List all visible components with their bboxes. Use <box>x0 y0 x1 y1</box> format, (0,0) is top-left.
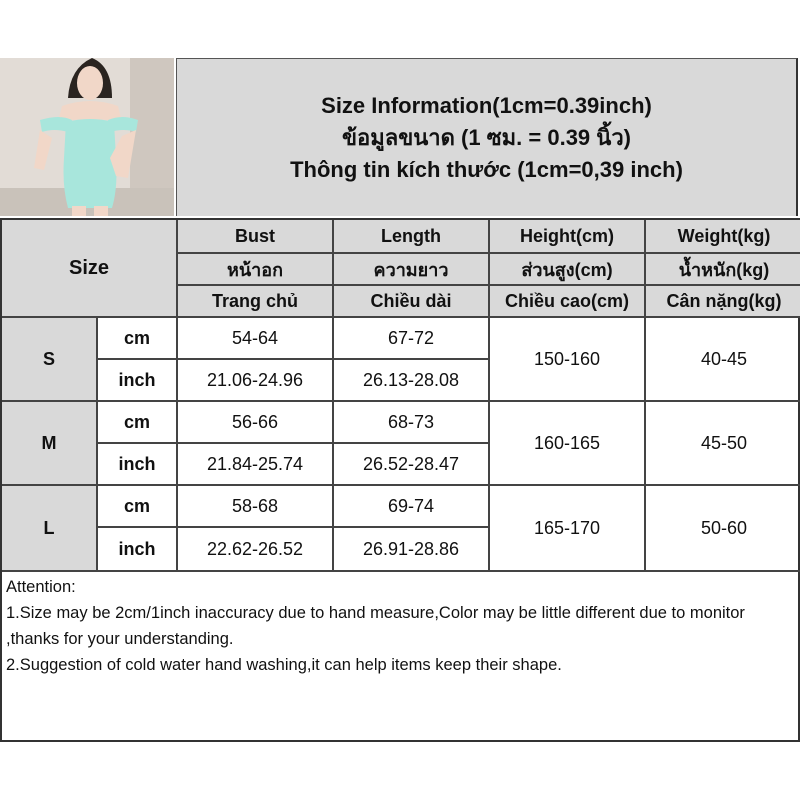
length-cm-value: 69-74 <box>334 486 490 528</box>
weight-value: 40-45 <box>646 318 800 402</box>
height-header-vi: Chiều cao(cm) <box>490 286 646 318</box>
bust-inch-value: 21.84-25.74 <box>178 444 334 486</box>
notes-line-2: 2.Suggestion of cold water hand washing,it can help items keep their shape. <box>6 656 562 674</box>
header-title-th: ข้อมูลขนาด (1 ซม. = 0.39 นิ้ว) <box>341 124 631 150</box>
bust-header-vi: Trang chủ <box>178 286 334 318</box>
product-photo <box>0 58 174 216</box>
bust-inch-value: 21.06-24.96 <box>178 360 334 402</box>
notes-title: Attention: <box>6 578 76 596</box>
weight-header-vi: Cân nặng(kg) <box>646 286 800 318</box>
weight-header-th: น้ำหนัก(kg) <box>646 254 800 286</box>
size-info-header <box>176 58 798 216</box>
unit-inch: inch <box>98 360 178 402</box>
header-title-vi: Thông tin kích thước (1cm=0,39 inch) <box>290 156 683 182</box>
length-cm-value: 68-73 <box>334 402 490 444</box>
header-title-en: Size Information(1cm=0.39inch) <box>321 92 652 118</box>
height-header-en: Height(cm) <box>490 220 646 254</box>
unit-inch: inch <box>98 528 178 572</box>
length-cm-value: 67-72 <box>334 318 490 360</box>
length-header-en: Length <box>334 220 490 254</box>
height-header-th: ส่วนสูง(cm) <box>490 254 646 286</box>
height-value: 165-170 <box>490 486 646 572</box>
attention-notes <box>0 572 800 742</box>
length-header-vi: Chiều dài <box>334 286 490 318</box>
bust-cm-value: 58-68 <box>178 486 334 528</box>
bust-header-th: หน้าอก <box>178 254 334 286</box>
height-value: 150-160 <box>490 318 646 402</box>
weight-value: 45-50 <box>646 402 800 486</box>
weight-header-en: Weight(kg) <box>646 220 800 254</box>
bust-cm-value: 56-66 <box>178 402 334 444</box>
size-label-s: S <box>2 318 98 402</box>
bust-cm-value: 54-64 <box>178 318 334 360</box>
height-value: 160-165 <box>490 402 646 486</box>
bust-header-en: Bust <box>178 220 334 254</box>
unit-inch: inch <box>98 444 178 486</box>
weight-value: 50-60 <box>646 486 800 572</box>
length-inch-value: 26.91-28.86 <box>334 528 490 572</box>
length-header-th: ความยาว <box>334 254 490 286</box>
size-label-l: L <box>2 486 98 572</box>
length-inch-value: 26.52-28.47 <box>334 444 490 486</box>
model-illustration <box>0 58 174 216</box>
size-column-header: Size <box>2 220 178 318</box>
size-label-m: M <box>2 402 98 486</box>
length-inch-value: 26.13-28.08 <box>334 360 490 402</box>
unit-cm: cm <box>98 318 178 360</box>
bust-inch-value: 22.62-26.52 <box>178 528 334 572</box>
notes-line-1: 1.Size may be 2cm/1inch inaccuracy due to hand measure,Color may be little different due to monitor ,thanks for your understanding. <box>6 604 745 648</box>
unit-cm: cm <box>98 486 178 528</box>
size-table <box>0 218 800 572</box>
unit-cm: cm <box>98 402 178 444</box>
